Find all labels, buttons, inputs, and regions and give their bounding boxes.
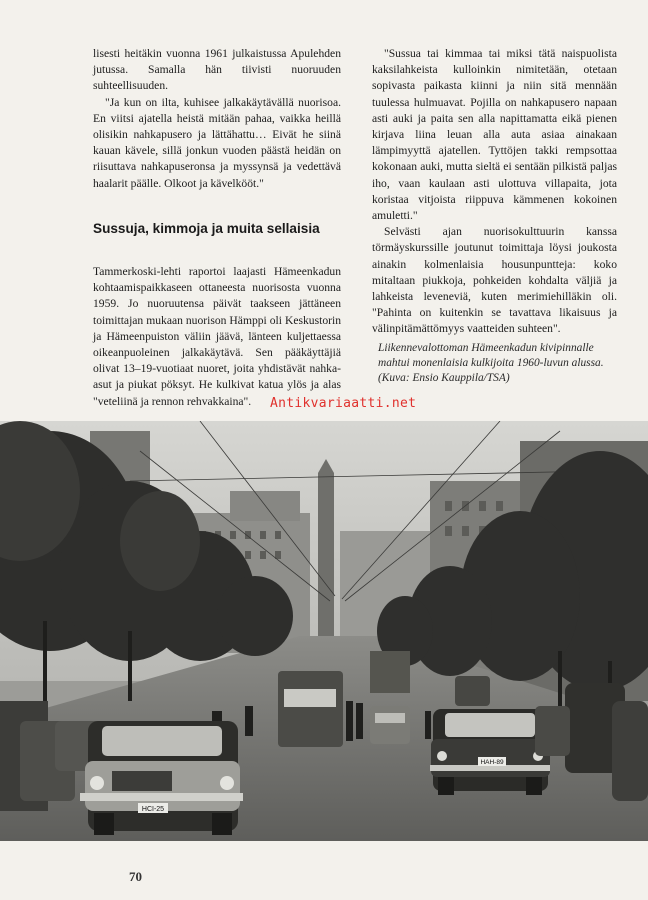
parked-car xyxy=(535,706,570,756)
street-photo xyxy=(0,421,648,841)
parked-car xyxy=(455,676,490,706)
bus xyxy=(370,651,410,693)
left-column-text xyxy=(93,46,341,192)
photo-caption: Liikennevalottoman Hämeenkadun kivipinnalle mahtui monenlaisia kulkijoita 1960-luvun alussa. (Kuva: Ensio Kauppila/TSA) xyxy=(378,342,604,385)
car-front-left xyxy=(80,721,243,835)
car-front-right xyxy=(430,709,550,795)
watermark: Antikvariaatti.net xyxy=(270,396,417,411)
car xyxy=(370,706,410,744)
paragraph: lisesti heitäkin vuonna 1961 julkaistussa Apulehden jutussa. Samalla hän tiivisti nuoruuden suhteellisuuden. xyxy=(93,47,341,93)
quote-paragraph: "Sussua tai kimmaa tai miksi tätä naispuolista kaksilahkeista kulloinkin nimitetään, otetaan sopivasta paikasta kiinni ja niin sitä mennään tuulessa hulmuavat. Pojilla on nahkapusero napaan asti auki ja paita sen alla napittamatta eikä pienen kirjava liina leuan alla auta asiaa ainakaan lämpimyyttä ajatellen. Tyttöjen takki rempsottaa kokonaan auki, mutta sieltä ei sentään pilkistä paljas iho, vaan kaulaan asti ulottuva villapaita, jota koristaa vitjoista riippuva kämmenen kokoinen amuletti." xyxy=(372,47,617,223)
left-column-text-2 xyxy=(93,264,341,410)
truck xyxy=(278,671,343,747)
quote-paragraph: "Ja kun on ilta, kuhisee jalkakäytävällä nuorisoa. En viitsi ajatella heistä mitään pahaa, vaikka heillä olisikin nahkapusero ja lättähattu… Eivät he siinä kauan kävele, sillä jonkun vuoden päästä heidän on riisuttava nahkapuseronsa ja myssynsä ja vedettävä haalarit päälle. Olkoot ja kävelkööt." xyxy=(93,95,341,190)
tower xyxy=(318,473,334,663)
parked-car xyxy=(612,701,648,801)
paragraph: Tammerkoski-lehti raportoi laajasti Hämeenkadun kohtaamispaikkaseen ottaneesta nuorisosta vuonna 1959. Jo nuoruutensa päivät taakseen jättäneen toimittajan mukaan nuorison Hämppi oli Keskustorin ja Hämeenpuiston väliin jäävä, länteen kuljettaessa oikeanpuoleinen jalkakäytävä. Sen pääkäyttäjiä olivat 13–19-vuotiaat nuoret, joita yhdistävät nahka-asut ja piukat pöksyt. He kulkivat katua ylös ja alas "veteliinä ja rennon rehvakkaina". xyxy=(93,265,341,408)
paragraph: Selvästi ajan nuorisokulttuurin kanssa törmäyskurssille joutunut toimittaja löysi joukosta ainakin kolmenlaisia housunpuntteja: koko mitaltaan piukkoja, pohkeiden kohdalta väljiä ja lahkeista leveneviä, kuten merimiehilläkin oli. "Pahinta on kuitenkin se tavattava likaisuus ja välinpitämättömyys vaatteiden suhteen". xyxy=(372,225,617,336)
building xyxy=(230,491,300,521)
page-number: 70 xyxy=(129,869,142,884)
right-column-text xyxy=(372,46,617,338)
license-plate: HAH-89 xyxy=(480,759,504,766)
license-plate: HCI-25 xyxy=(141,806,165,813)
section-heading: Sussuja, kimmoja ja muita sellaisia xyxy=(93,221,320,236)
tree xyxy=(217,576,293,656)
